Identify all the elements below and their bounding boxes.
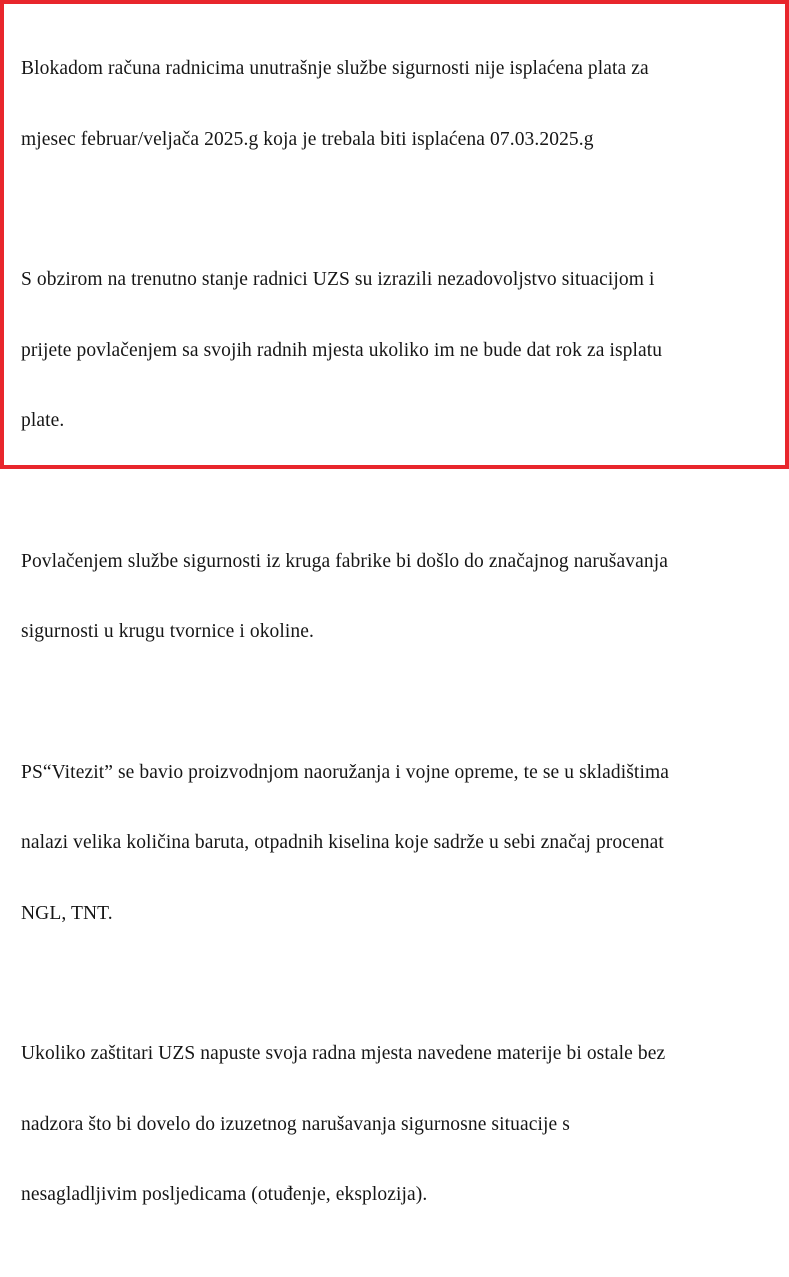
text-line: PS“Vitezit” se bavio proizvodnjom naoružanja i vojne opreme, te se u skladištima [21, 761, 669, 783]
text-line: plate. [21, 410, 65, 431]
text-line: NGL, TNT. [21, 902, 113, 924]
paragraph-consequences [21, 995, 781, 1254]
text-line: nesagladljivim posljedicama (otuđenje, eksplozija). [21, 1184, 428, 1205]
text-line: prijete povlačenjem sa svojih radnih mjesta ukoliko im ne bude dat rok za isplatu [21, 339, 663, 361]
paragraph-salary-blockade [21, 10, 781, 198]
text-line: sigurnosti u krugu tvornice i okoline. [21, 621, 315, 642]
text-line: nalazi velika količina baruta, otpadnih kiselina koje sadrže u sebi značaj procenat [21, 832, 664, 853]
text-line: Povlačenjem službe sigurnosti iz kruga fabrike bi došlo do značajnog narušavanja [21, 550, 668, 572]
text-line: nadzora što bi dovelo do izuzetnog narušavanja sigurnosne situacije s [21, 1113, 570, 1135]
text-line: mjesec februar/veljača 2025.g koja je trebala biti isplaćena 07.03.2025.g [21, 128, 594, 150]
paragraph-vitezit-materials [21, 714, 781, 973]
text-line: Blokadom računa radnicima unutrašnje službe sigurnosti nije isplaćena plata za [21, 58, 649, 79]
document-body [21, 10, 781, 1277]
text-line: S obzirom na trenutno stanje radnici UZS su izrazili nezadovoljstvo situacijom i [21, 269, 655, 290]
text-line: Ukoliko zaštitari UZS napuste svoja radna mjesta navedene materije bi ostale bez [21, 1043, 666, 1064]
paragraph-worker-dissatisfaction [21, 221, 781, 480]
paragraph-security-withdrawal [21, 503, 781, 691]
